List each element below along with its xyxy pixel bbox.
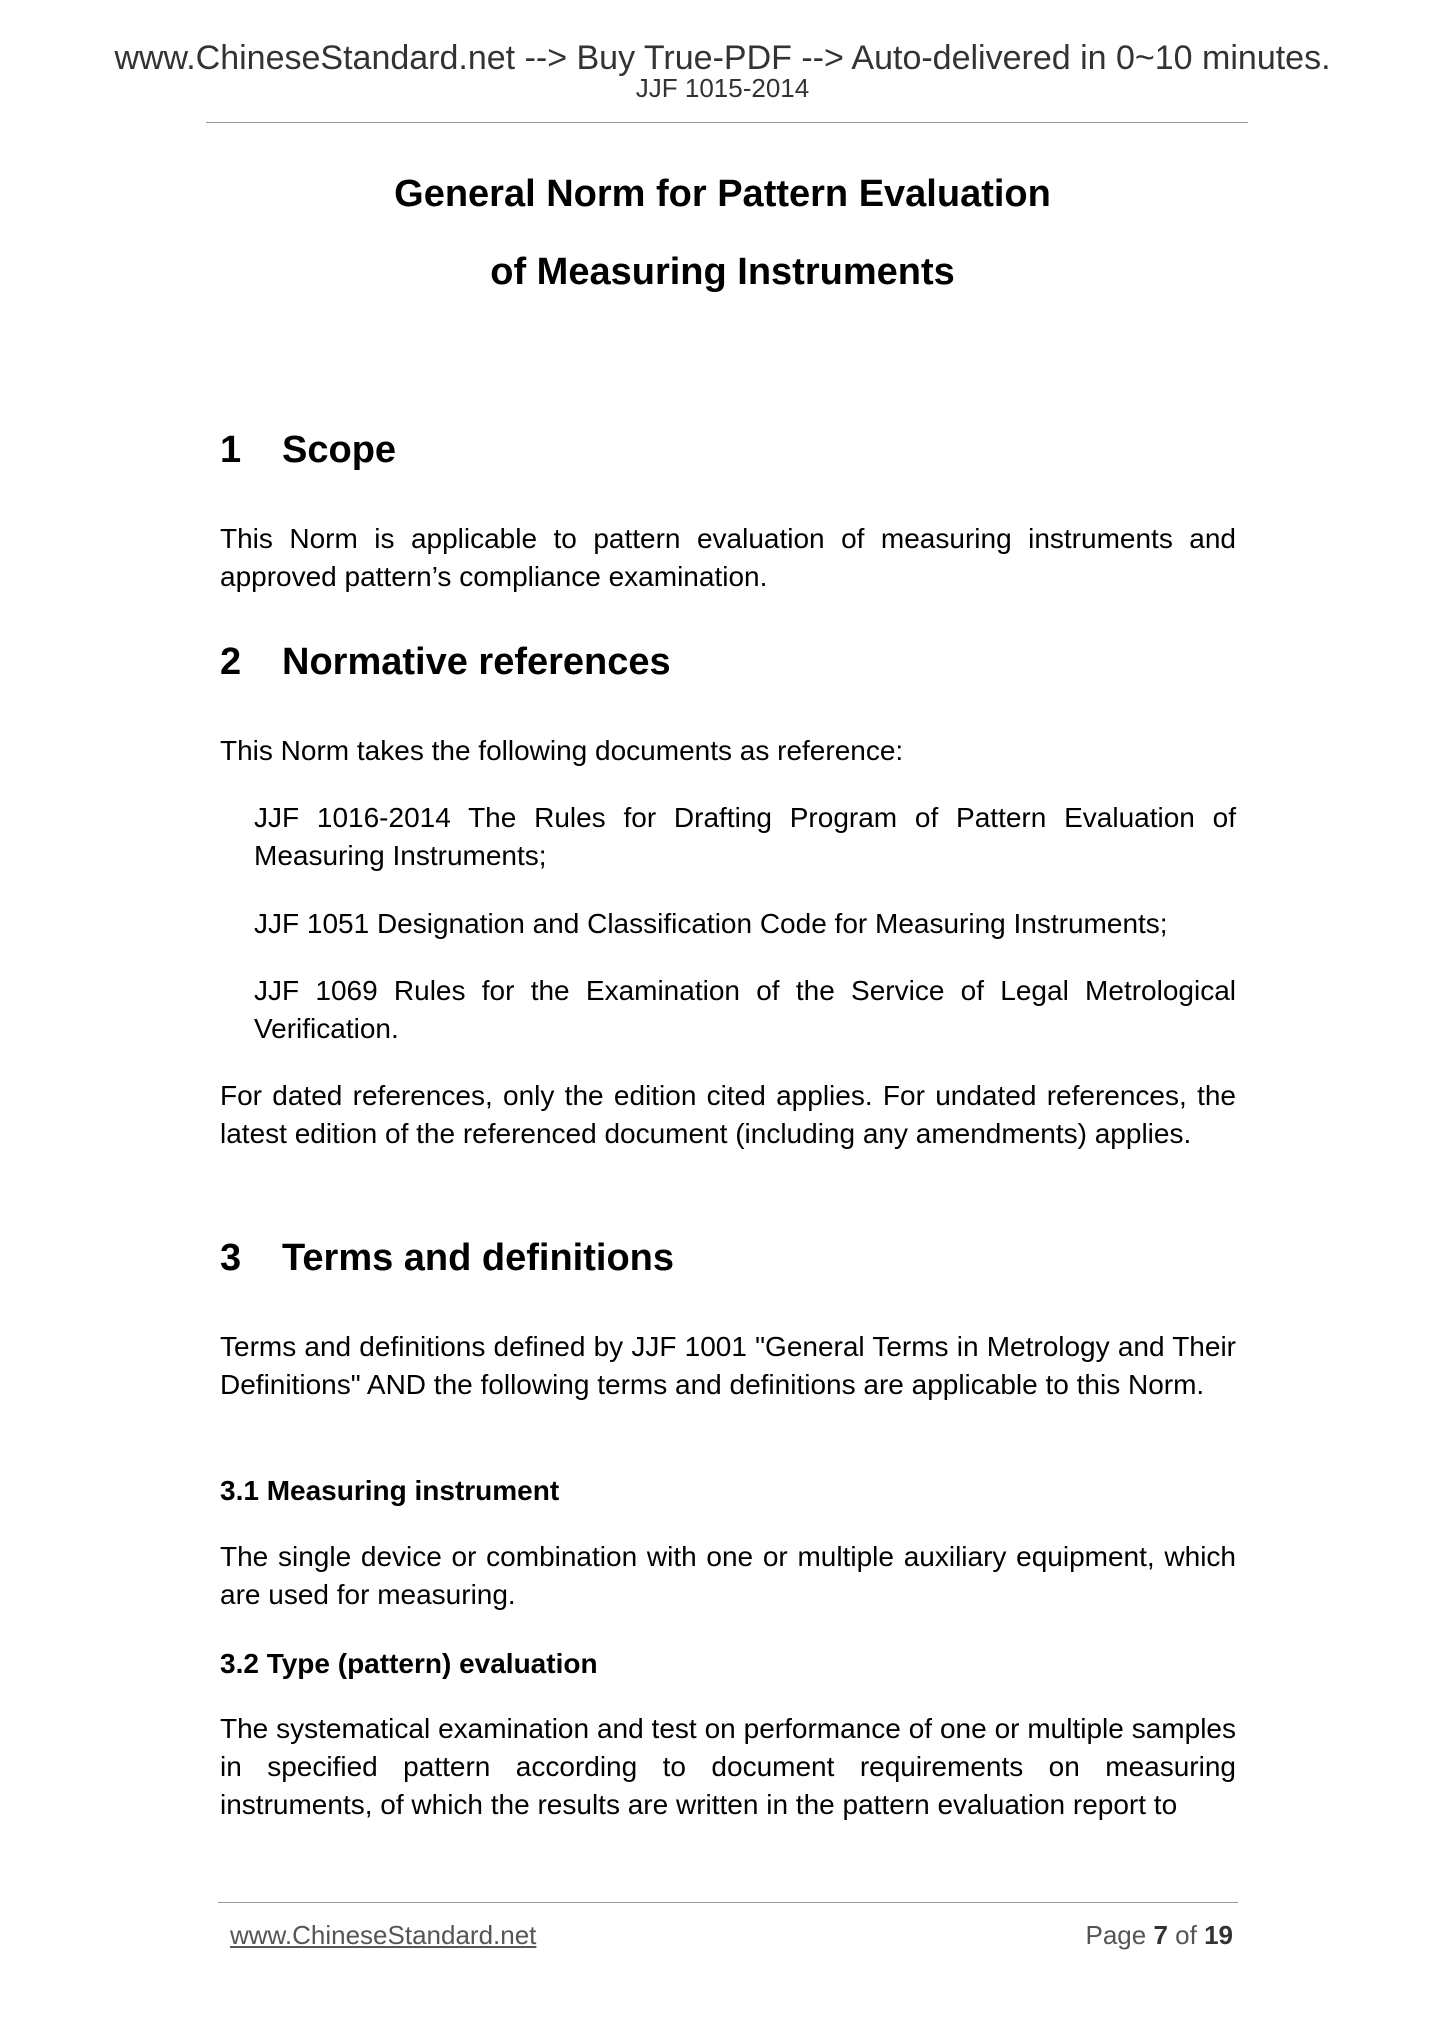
reference-item: JJF 1051 Designation and Classification Code for Measuring Instruments;: [254, 908, 1168, 939]
page-total: 19: [1204, 1920, 1233, 1950]
page-indicator: [1085, 1920, 1233, 1950]
section-3-intro: Terms and definitions defined by JJF 1001 "General Terms in Metrology and Their Definitions" AND the following terms and definitions are applicable to this Norm.: [220, 1331, 1236, 1400]
section-2-heading: [220, 640, 671, 684]
section-title: Scope: [282, 429, 397, 471]
page-current: 7: [1153, 1920, 1168, 1950]
header-divider: [206, 122, 1248, 123]
section-number: 1: [220, 429, 242, 471]
document-title-line1: General Norm for Pattern Evaluation: [394, 173, 1051, 215]
reference-item: JJF 1069 Rules for the Examination of the Service of Legal Metrological Verification.: [254, 975, 1236, 1044]
section-3-heading: [220, 1236, 674, 1280]
section-number: 3: [220, 1237, 242, 1279]
footer-site-link[interactable]: www.ChineseStandard.net: [230, 1920, 537, 1950]
page-label: Page: [1085, 1920, 1147, 1950]
document-title-line2: of Measuring Instruments: [490, 251, 955, 293]
reference-item: JJF 1016-2014 The Rules for Drafting Program of Pattern Evaluation of Measuring Instruments;: [254, 802, 1236, 871]
section-1-heading: [220, 428, 396, 472]
document-code: JJF 1015-2014: [635, 73, 810, 103]
section-title: Terms and definitions: [282, 1237, 675, 1279]
section-2-note: For dated references, only the edition cited applies. For undated references, the latest edition of the referenced document (including any amendments) applies.: [220, 1080, 1236, 1149]
section-title: Normative references: [282, 641, 671, 683]
page-of-label: of: [1175, 1920, 1197, 1950]
site-banner: www.ChineseStandard.net --> Buy True-PDF --> Auto-delivered in 0~10 minutes.: [114, 39, 1331, 77]
footer-divider: [218, 1902, 1238, 1903]
subsection-3-2-heading: 3.2 Type (pattern) evaluation: [220, 1648, 598, 1679]
section-number: 2: [220, 641, 242, 683]
subsection-3-2-text: The systematical examination and test on performance of one or multiple samples in specified pattern according to document requirements on measuring instruments, of which the results are written in the pattern evaluation report to: [220, 1713, 1236, 1820]
section-1-paragraph: This Norm is applicable to pattern evaluation of measuring instruments and approved pattern’s compliance examination.: [220, 523, 1236, 592]
subsection-3-1-heading: 3.1 Measuring instrument: [220, 1475, 560, 1506]
subsection-3-1-text: The single device or combination with one or multiple auxiliary equipment, which are used for measuring.: [220, 1541, 1236, 1610]
section-2-intro: This Norm takes the following documents as reference:: [220, 735, 904, 766]
